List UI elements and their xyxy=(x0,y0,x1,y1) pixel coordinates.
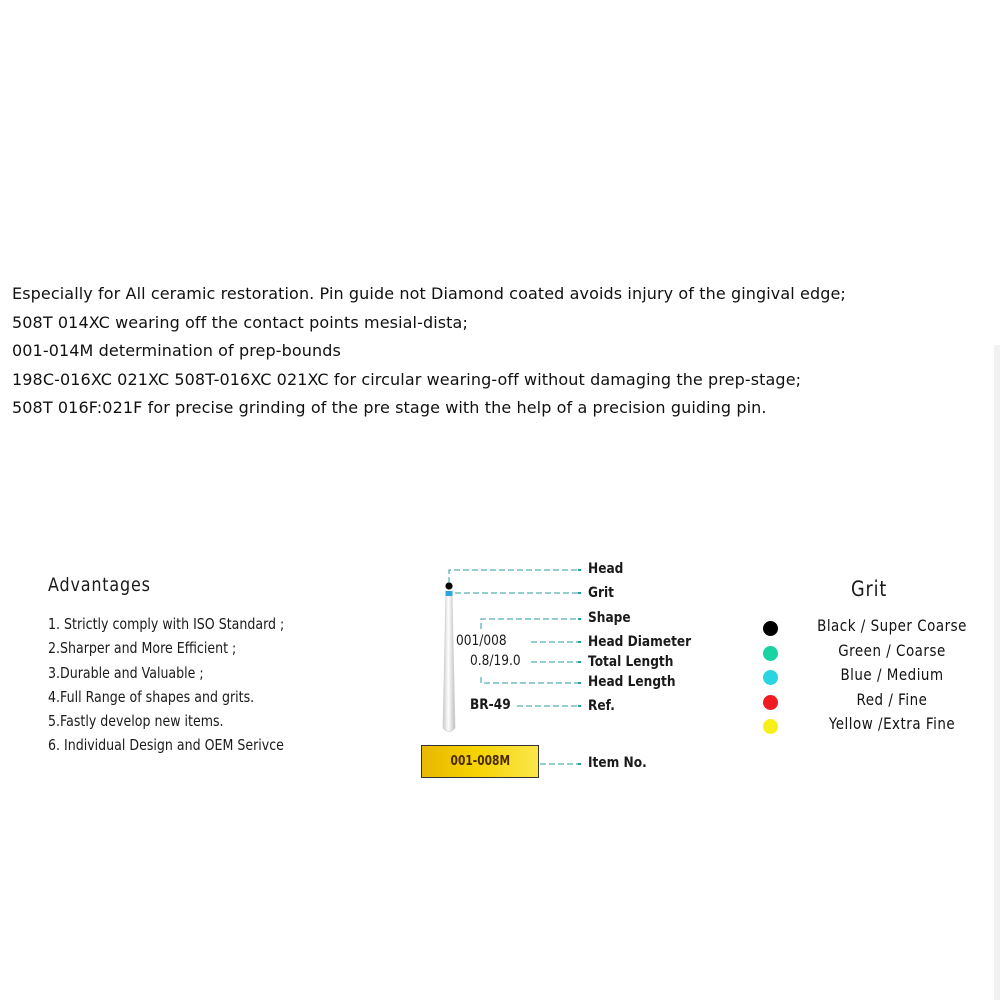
grit-row-label: Red / Fine xyxy=(856,690,928,709)
head-diameter-value: 001/008 xyxy=(456,633,507,649)
ref-value: BR-49 xyxy=(470,697,511,713)
grit-band xyxy=(446,591,453,596)
grit-row-blue xyxy=(763,665,993,687)
head-dot xyxy=(445,582,452,589)
advantage-item: 5.Fastly develop new items. xyxy=(48,712,224,731)
shape-label: Shape xyxy=(588,610,631,626)
item-number-value: 001-008M xyxy=(450,754,510,769)
description-line: Especially for All ceramic restoration. Pin guide not Diamond coated avoids injury of the gingival edge; xyxy=(12,284,846,303)
page-edge-shade xyxy=(994,345,1000,1000)
black-dot-icon xyxy=(763,621,778,636)
head-length-label: Head Length xyxy=(588,674,676,690)
grit-row-label: Blue / Medium xyxy=(840,665,944,684)
head-label: Head xyxy=(588,561,624,577)
grit-row-red xyxy=(763,690,993,712)
description-line: 001-014M determination of prep-bounds xyxy=(12,341,341,360)
grit-label: Grit xyxy=(588,585,615,601)
advantages-title: Advantages xyxy=(48,574,151,596)
item-number-box xyxy=(421,745,539,778)
advantage-item: 4.Full Range of shapes and grits. xyxy=(48,687,255,706)
grit-row-black xyxy=(763,616,993,638)
grit-row-yellow xyxy=(763,714,993,736)
item-no-label: Item No. xyxy=(588,755,647,771)
description-line: 508T 014XC wearing off the contact points mesial-dista; xyxy=(12,312,468,332)
red-dot-icon xyxy=(763,695,778,710)
grit-row-label: Black / Super Coarse xyxy=(817,616,967,635)
description-line: 508T 016F:021F for precise grinding of the pre stage with the help of a precision guiding pin. xyxy=(12,398,767,417)
head-diameter-label: Head Diameter xyxy=(588,634,692,650)
grit-row-green xyxy=(763,641,993,663)
total-length-value: 0.8/19.0 xyxy=(470,653,521,669)
grit-row-label: Yellow /Extra Fine xyxy=(828,714,956,733)
blue-dot-icon xyxy=(763,670,778,685)
advantage-item: 1. Strictly comply with ISO Standard ; xyxy=(48,615,285,633)
grit-row-label: Green / Coarse xyxy=(838,641,946,660)
advantage-item: 6. Individual Design and OEM Serivce xyxy=(48,736,284,755)
total-length-label: Total Length xyxy=(588,654,674,670)
leader-end-marks xyxy=(578,569,581,765)
description-block xyxy=(12,280,982,423)
yellow-dot-icon xyxy=(763,719,778,734)
advantage-item: 3.Durable and Valuable ; xyxy=(48,663,204,682)
green-dot-icon xyxy=(763,646,778,661)
description-line: 198C-016XC 021XC 508T-016XC 021XC for circular wearing-off without damaging the prep-stage; xyxy=(12,369,802,389)
advantage-item: 2.Sharper and More Efficient ; xyxy=(48,639,237,658)
grit-title: Grit xyxy=(851,577,888,601)
bur-shaft xyxy=(443,594,455,732)
ref-label: Ref. xyxy=(588,698,615,714)
advantages-list xyxy=(48,612,329,758)
